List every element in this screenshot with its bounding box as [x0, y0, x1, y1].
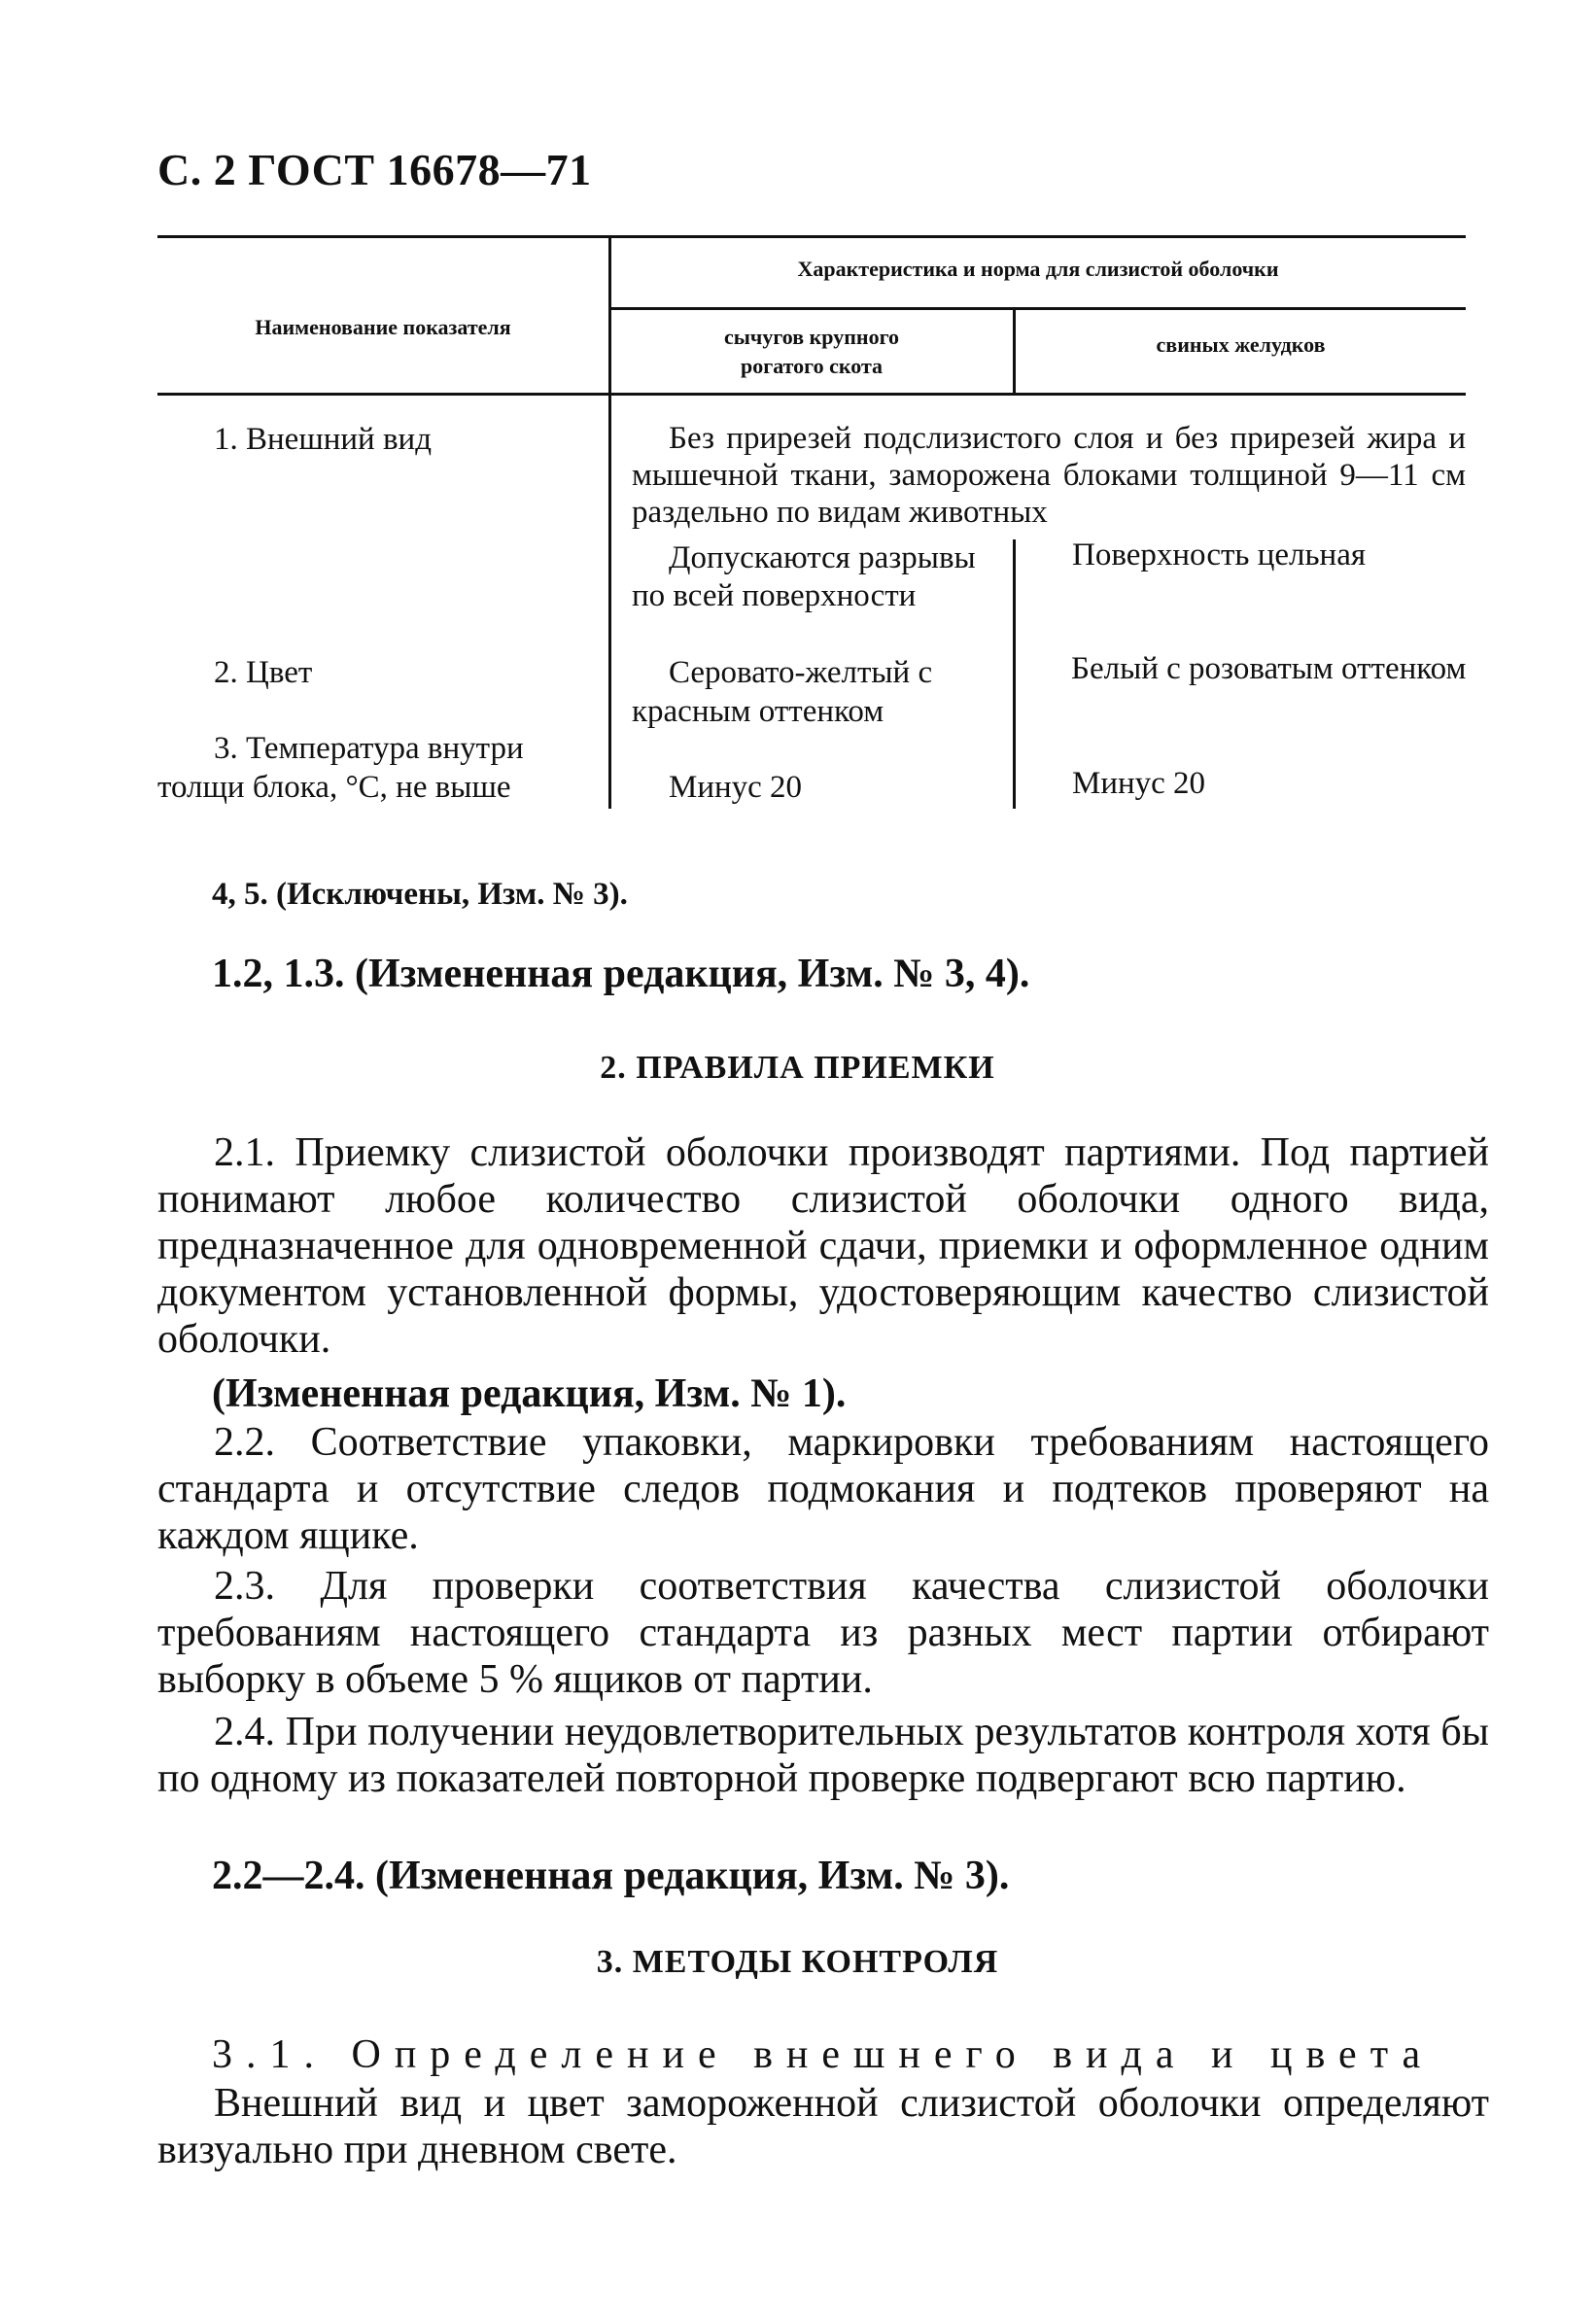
cell-color-2: Белый с розоватым оттенком	[1071, 651, 1467, 686]
paragraph-2-2: 2.2. Соответствие упаковки, маркировки требованиям настоящего стандарта и отсутствие следов подмокания и подтеков проверяют на каждом ящике.	[157, 1420, 1489, 1558]
table-group-rule	[610, 307, 1466, 310]
table-top-rule	[157, 235, 1466, 238]
paragraph-3-1: Внешний вид и цвет замороженной слизистой оболочки определяют визуально при дневном свете.	[157, 2081, 1489, 2172]
paragraph-2-1: 2.1. Приемку слизистой оболочки производят партиями. Под партией понимают любое количество слизистой оболочки одного вида, предназначенное для одновременной сдачи, приемки и оформленное одним документом установленной формы, удостоверяющим качество слизистой оболочки.	[157, 1130, 1489, 1362]
cell-appearance-common: Без прирезей подслизистого слоя и без прирезей жира и мышечной ткани, заморожена блоками толщиной 9—11 см раздельно по видам животных	[632, 421, 1466, 530]
cell-appearance-1: Допускаются разрывы по всей поверхности	[632, 540, 976, 613]
edit-note-2-4: 2.2—2.4. (Измененная редакция, Изм. № 3).	[212, 1854, 1010, 1898]
excluded-note: 4, 5. (Исключены, Изм. № 3).	[212, 877, 628, 912]
paragraph-2-4: 2.4. При получении неудовлетворительных результатов контроля хотя бы по одному из показателей повторной проверке подвергают всю партию.	[157, 1710, 1489, 1801]
edit-note-2-1: (Измененная редакция, Изм. № 1).	[212, 1371, 847, 1416]
col-name-header: Наименование показателя	[255, 315, 511, 339]
cell-color-1: Серовато-желтый с красным оттенком	[632, 655, 933, 729]
cell-appearance-2: Поверхность цельная	[1072, 538, 1367, 572]
paragraph-3-1-title: 3.1. Определение внешнего вида и цвета	[212, 2032, 1435, 2077]
requirements-table	[0, 0, 1595, 875]
edit-note-1: 1.2, 1.3. (Измененная редакция, Изм. № 3, 4).	[212, 952, 1030, 996]
row-label-temperature: 3. Температура внутри толщи блока, °С, не выше	[157, 731, 524, 805]
table-header-bottom-rule	[157, 393, 1466, 396]
page-header: С. 2 ГОСТ 16678—71	[157, 145, 592, 194]
group-header: Характеристика и норма для слизистой оболочки	[797, 257, 1279, 281]
paragraph-2-3: 2.3. Для проверки соответствия качества слизистой оболочки требованиям настоящего стандарта из разных мест партии отбирают выборку в объеме 5 % ящиков от партии.	[157, 1564, 1489, 1702]
table-col-divider-1	[608, 235, 611, 809]
sub-header-1: сычугов крупного рогатого скота	[723, 325, 900, 378]
row-label-appearance: 1. Внешний вид	[214, 422, 432, 457]
section-3-title: 3. МЕТОДЫ КОНТРОЛЯ	[596, 1944, 999, 1980]
row-label-color: 2. Цвет	[214, 655, 313, 690]
cell-temperature-1: Минус 20	[669, 770, 803, 805]
cell-temperature-2: Минус 20	[1072, 766, 1206, 801]
section-2-title: 2. ПРАВИЛА ПРИЕМКИ	[600, 1050, 995, 1086]
sub-header-2: свиных желудков	[1156, 332, 1326, 357]
